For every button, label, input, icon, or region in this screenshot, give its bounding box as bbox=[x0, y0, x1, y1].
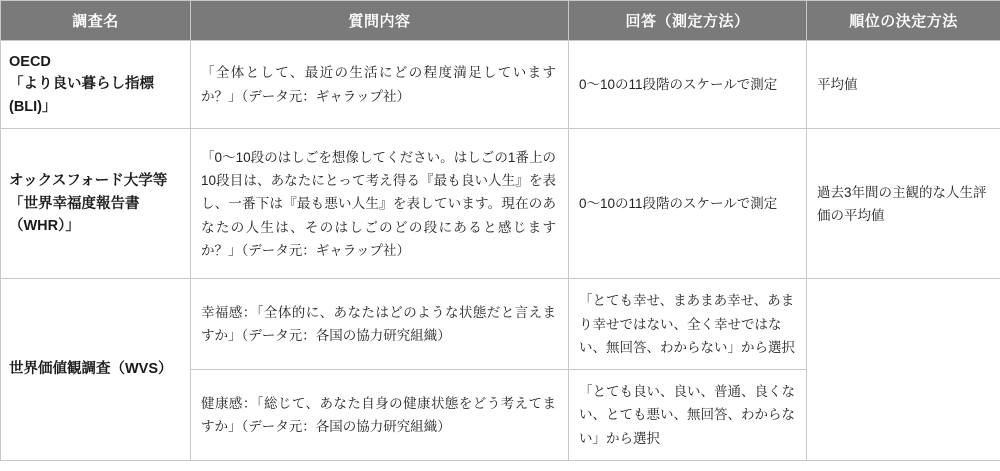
table-header-row bbox=[1, 1, 1000, 41]
survey-name-line: オックスフォード大学等 bbox=[9, 173, 168, 190]
survey-name-line: 「より良い暮らし指標 bbox=[9, 76, 154, 93]
cell-survey-name bbox=[1, 41, 191, 129]
cell-ranking-method bbox=[807, 279, 1000, 460]
table-header bbox=[1, 1, 1000, 41]
survey-name-line: OECD bbox=[9, 54, 51, 70]
column-header-answer: 回答（測定方法） bbox=[569, 1, 807, 41]
column-header-survey-name: 調査名 bbox=[1, 1, 191, 41]
column-header-ranking-method: 順位の決定方法 bbox=[807, 1, 1000, 41]
survey-name-line: 世界価値観調査（WVS） bbox=[9, 361, 173, 378]
table-row bbox=[1, 129, 1000, 279]
table-body bbox=[1, 41, 1000, 461]
survey-name-line: （WHR）」 bbox=[9, 218, 80, 235]
cell-ranking-method: 過去3年間の主観的な人生評価の平均値 bbox=[807, 129, 1000, 279]
survey-name-line: 「世界幸福度報告書 bbox=[9, 195, 140, 212]
cell-survey-name bbox=[1, 129, 191, 279]
cell-answer: 0〜10の11段階のスケールで測定 bbox=[569, 129, 807, 279]
survey-name-line: (BLI)」 bbox=[9, 98, 57, 115]
cell-answer: 0〜10の11段階のスケールで測定 bbox=[569, 41, 807, 129]
cell-question: 「0〜10段のはしごを想像してください。はしごの1番上の10段目は、あなたにとって考え得る『最も良い人生』を表し、一番下は『最も悪い人生』を表しています。現在のあなたの人生は、そのはしごのどの段にあると感じますか？」（データ元：ギャラップ社） bbox=[191, 129, 569, 279]
cell-question: 幸福感：「全体的に、あなたはどのような状態だと言えますか」（データ元：各国の協力研究組織） bbox=[191, 279, 569, 370]
table-row bbox=[1, 41, 1000, 129]
cell-question: 健康感：「総じて、あなた自身の健康状態をどう考えてますか」（データ元：各国の協力研究組織） bbox=[191, 370, 569, 461]
cell-question: 「全体として、最近の生活にどの程度満足していますか？」（データ元：ギャラップ社） bbox=[191, 41, 569, 129]
table-row bbox=[1, 279, 1000, 370]
cell-ranking-method: 平均値 bbox=[807, 41, 1000, 129]
cell-answer: 「とても良い、良い、普通、良くない、とても悪い、無回答、わからない」から選択 bbox=[569, 370, 807, 461]
cell-answer: 「とても幸せ、まあまあ幸せ、あまり幸せではない、全く幸せではない、無回答、わからない」から選択 bbox=[569, 279, 807, 370]
column-header-question: 質問内容 bbox=[191, 1, 569, 41]
cell-survey-name bbox=[1, 279, 191, 460]
